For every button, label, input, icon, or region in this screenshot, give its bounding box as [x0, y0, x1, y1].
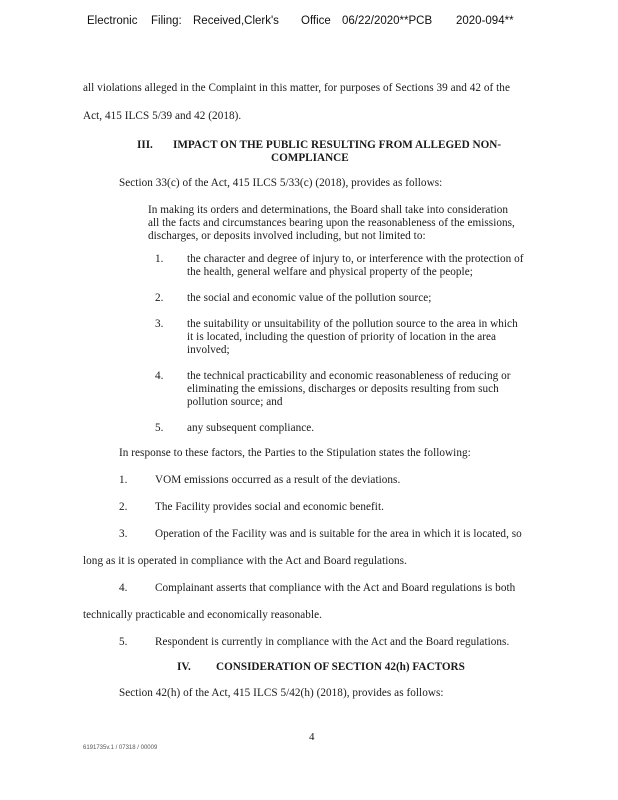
section-3-title: IMPACT ON THE PUBLIC RESULTING FROM ALLEGED NON- [173, 139, 502, 151]
response-text: Complainant asserts that compliance with the Act and Board regulations is both [155, 582, 516, 594]
paragraph-line: Act, 415 ILCS 5/39 and 42 (2018). [83, 110, 242, 122]
response-text: VOM emissions occurred as a result of the deviations. [155, 474, 401, 486]
header-received: Received,Clerk's [193, 15, 279, 27]
document-id: 6191735v.1 / 07318 / 00009 [83, 745, 158, 751]
factor-text: the character and degree of injury to, or interference with the protection of [187, 253, 524, 265]
response-number: 2. [119, 501, 128, 513]
section-33c-intro: Section 33(c) of the Act, 415 ILCS 5/33(c) (2018), provides as follows: [119, 177, 443, 189]
response-text-cont: technically practicable and economically reasonable. [83, 609, 322, 621]
section-3-title-cont: COMPLIANCE [271, 152, 349, 164]
response-text: Operation of the Facility was and is suitable for the area in which it is located, so [155, 528, 522, 540]
response-intro: In response to these factors, the Parties to the Stipulation states the following: [119, 447, 471, 459]
page-number: 4 [309, 731, 315, 743]
section-4-title: CONSIDERATION OF SECTION 42(h) FACTORS [216, 661, 465, 673]
response-text: The Facility provides social and economic benefit. [155, 501, 384, 513]
factor-text: any subsequent compliance. [187, 422, 315, 434]
section-3-number: III. [137, 139, 153, 151]
response-number: 3. [119, 528, 128, 540]
factor-text: involved; [187, 344, 230, 356]
section-4-number: IV. [177, 661, 191, 673]
factor-text: the suitability or unsuitability of the pollution source to the area in which [187, 318, 518, 330]
header-filing: Filing: [151, 15, 182, 27]
header-case-number: 2020-094** [456, 15, 514, 27]
section-42h-intro: Section 42(h) of the Act, 415 ILCS 5/42(h) (2018), provides as follows: [119, 687, 444, 699]
factor-number: 4. [155, 370, 164, 382]
factor-text: it is located, including the question of priority of location in the area [187, 331, 497, 343]
factor-text: the technical practicability and economic reasonableness of reducing or [187, 370, 511, 382]
response-text-cont: long as it is operated in compliance with the Act and Board regulations. [83, 555, 407, 567]
factor-number: 3. [155, 318, 164, 330]
paragraph-line: all violations alleged in the Complaint in this matter, for purposes of Sections 39 and 42 of the [83, 82, 510, 94]
factor-text: the social and economic value of the pollution source; [187, 292, 432, 304]
quote-line: In making its orders and determinations, the Board shall take into consideration [148, 204, 509, 216]
header-date: 06/22/2020**PCB [342, 15, 433, 27]
response-number: 5. [119, 636, 128, 648]
header-office: Office [301, 15, 331, 27]
factor-number: 2. [155, 292, 164, 304]
quote-line: all the facts and circumstances bearing upon the reasonableness of the emissions, [148, 217, 515, 229]
factor-text: the health, general welfare and physical property of the people; [187, 266, 473, 278]
factor-number: 5. [155, 422, 164, 434]
response-number: 4. [119, 582, 128, 594]
header-electronic: Electronic [87, 15, 138, 27]
response-text: Respondent is currently in compliance with the Act and the Board regulations. [155, 636, 510, 648]
response-number: 1. [119, 474, 128, 486]
quote-line: discharges, or deposits involved including, but not limited to: [148, 230, 426, 242]
factor-text: pollution source; and [187, 396, 283, 408]
factor-number: 1. [155, 253, 164, 265]
factor-text: eliminating the emissions, discharges or deposits resulting from such [187, 383, 499, 395]
